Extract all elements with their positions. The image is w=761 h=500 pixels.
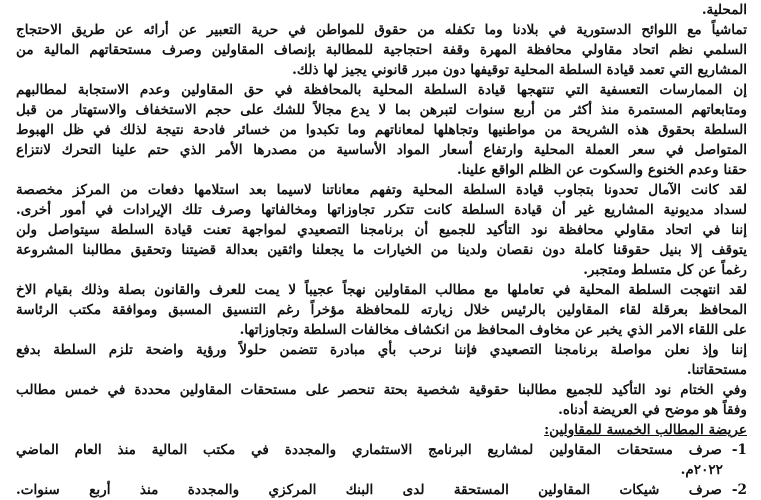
paragraph-line: السلمي نظم اتحاد مقاولي محافظة المهرة وقفة احتجاجية للمطالبة بإنصاف المقاولين وصرف مستحقاتهم المالية من [16, 42, 747, 58]
paragraph-line: المشاريع التي تعمد قيادة السلطة المحلية توقيفها دون مبرر قانوني يجيز لها ذلك. [292, 62, 747, 78]
paragraph-line: مستحقاتنا. [686, 362, 747, 378]
demand-number: -2 [731, 482, 747, 498]
demand-item [16, 480, 747, 500]
demand-number: -1 [731, 442, 747, 458]
paragraph-line: المحلية. [701, 2, 747, 18]
demand-item [16, 440, 747, 460]
demands-list [16, 440, 747, 500]
paragraph-line: المتواصل في سعر العملة المحلية وارتفاع أسعار المواد الأساسية من مصدرها الأمر الذي حتم علينا التحرك لانتزاع [16, 142, 747, 158]
paragraph-line: على اللقاء الامر الذي يخبر عن مخاوف المحافظ من انكشاف مخالفات السلطة وتجاوزاتها. [239, 322, 747, 338]
paragraph-line: وفي الختام نود التأكيد للجميع مطالبنا حقوقية شخصية بحتة تنحصر على مستحقات المقاولين محددة في خمس مطالب [16, 382, 747, 398]
paragraph-line: المحافظ بعرقلة لقاء المقاولين بالرئيس خلال زيارته للمحافظة مؤخراً رغم التنسيق المسبق وموافقة مكتب الرئاسة [16, 302, 747, 318]
demands-heading: عريضة المطالب الخمسة للمقاولين: [544, 422, 747, 438]
statement-body [16, 0, 747, 420]
paragraph-line: وفقاً هو موضح في العريضة أدناه. [558, 402, 747, 418]
paragraph-line: حقنا وعدم الخنوع والسكوت عن الظلم الواقع علينا. [457, 162, 747, 178]
paragraph-line: رغماً عن كل متسلط ومتجبر. [583, 262, 747, 278]
paragraph-line: يتوقف إلا بنيل حقوقنا كاملة دون نقصان ولدينا من الخيارات ما يجعلنا واثقين بعدالة قضيتنا وتحقيق مطالبنا المشروعة [16, 242, 747, 258]
paragraph-line: ومتابعاتهم المستمرة منذ أكثر من أربع سنوات لتبرهن بما لا يدع مجالاً للشك على حجم الاستخفاف والاستهتار من قبل [16, 102, 747, 118]
paragraph-line: لقد كانت الآمال تحدونا بتجاوب قيادة السلطة المحلية وتفهم معاناتنا لاسيما بعد استلامها دفعات من المركز مخصصة [16, 182, 747, 198]
paragraph-line: تماشياً مع اللوائح الدستورية في بلادنا وما تكفله من حقوق للمواطن في حرية التعبير عن أرائه عن طريق الاحتجاج [16, 22, 747, 38]
paragraph-line: لسداد مديونية المشاريع غير أن قيادة السلطة كانت تتكرر تجاوزاتها ومخالفاتها وصرف تلك الإيرادات في أمور أخرى. [16, 202, 747, 218]
demand-text: صرف مستحقات المقاولين لمشاريع البرنامج الاستثماري والمجددة في مكتب المالية منذ العام الماضي [16, 442, 722, 458]
paragraph-line: لقد انتهجت السلطة المحلية في تعاملها مع مطالب المقاولين نهجاً عجيباً لا يمت للعرف والقانون بصلة وذلك بقيام الاخ [16, 282, 747, 298]
paragraph-line: إن الممارسات التعسفية التي تنتهجها قيادة السلطة المحلية بالمحافظة في حق المقاولين وعدم الاستجابة لمطالبهم [16, 82, 747, 98]
paragraph-line: إننا وإذ نعلن مواصلة برنامجنا التصعيدي فإننا نرحب بأي مبادرة تتضمن حلولاً ورؤية واضحة تلزم السلطة بدفع [16, 342, 747, 358]
paragraph-line: السلطة بحقوق هذه الشريحة من مواطنيها وتجاهلها لمعاناتهم وما تكبدوا من خسائر فادحة نتيجة لذلك في ظل الهبوط [16, 122, 747, 138]
demand-text: صرف شيكات المقاولين المستحقة لدى البنك المركزي والمجددة منذ أربع سنوات. [16, 482, 722, 498]
paragraph-line: إننا في اتحاد مقاولي محافظة نود التأكيد للجميع أن برنامجنا التصعيدي لمواجهة تعنت قيادة السلطة سيتواصل ولن [16, 222, 747, 238]
demand-continuation: ٢٠٢٢م. [680, 462, 723, 478]
